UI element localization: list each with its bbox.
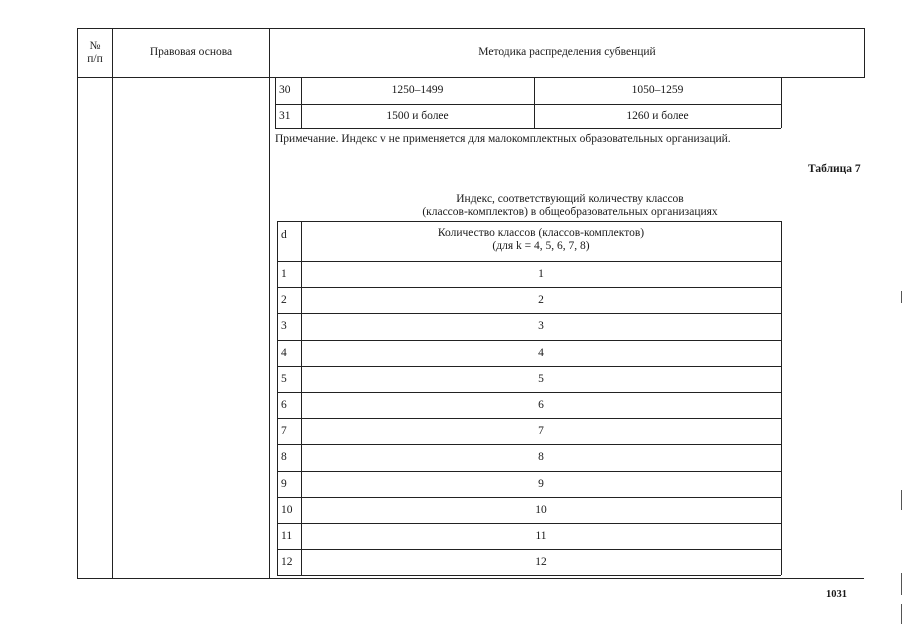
table7-row-border [277, 549, 781, 550]
table7-header-line2: (для k = 4, 5, 6, 7, 8) [492, 240, 590, 252]
table7-header-line1: Количество классов (классов-комплектов) [437, 227, 645, 239]
table7-cell-value: 4 [538, 347, 544, 359]
table-title-line2: (классов-комплектов) в общеобразовательных организациях [422, 206, 718, 218]
table7-row-border [277, 523, 781, 524]
table7-cell-d: 12 [281, 556, 293, 568]
upper-table-col-border [781, 78, 782, 128]
table7-cell-value: 6 [538, 399, 544, 411]
col2-divider [269, 28, 270, 578]
header-legal-basis: Правовая основа [149, 46, 233, 58]
table7-cell-d: 2 [281, 294, 287, 306]
upper-table-row-border [275, 128, 781, 129]
note: Примечание. Индекс v не применяется для малокомплектных образовательных организаций. [275, 133, 731, 145]
table7-cell-value: 8 [538, 451, 544, 463]
outer-bottom-border [77, 578, 864, 579]
table7-cell-value: 5 [538, 373, 544, 385]
table7-cell-d: 1 [281, 268, 287, 280]
table7-row-border [277, 575, 781, 576]
upper-table-cell-num: 31 [279, 110, 291, 122]
table7-col-border [781, 221, 782, 575]
table7-cell-value: 10 [535, 504, 547, 516]
table7-row-border [277, 340, 781, 341]
table7-row-border [277, 313, 781, 314]
table7-cell-d: 8 [281, 451, 287, 463]
header-num-label-line1: № [89, 40, 101, 52]
upper-table-cell-b: 1260 и более [626, 110, 689, 122]
table7-row-border [277, 392, 781, 393]
table7-row-border [277, 418, 781, 419]
table7-row-border [277, 366, 781, 367]
table7-cell-value: 2 [538, 294, 544, 306]
table7-row-border [277, 471, 781, 472]
upper-table-row-border [275, 104, 781, 105]
outer-left-border [77, 28, 78, 578]
table7-cell-value: 11 [535, 530, 547, 542]
header-num-label [78, 40, 112, 66]
scan-edge-mark [901, 573, 902, 595]
table7-header-classes [301, 227, 781, 253]
table7-row-border [277, 287, 781, 288]
table-title-line1: Индекс, соответствующий количеству классов [456, 193, 684, 205]
table7-cell-value: 9 [538, 478, 544, 490]
table7-header-border [277, 261, 781, 262]
table7-cell-value: 1 [538, 268, 544, 280]
header-method: Методика распределения субвенций [478, 46, 656, 58]
table7-header-d: d [281, 229, 287, 241]
upper-table-cell-num: 30 [279, 84, 291, 96]
upper-table-cell-b: 1050–1259 [631, 84, 684, 96]
upper-table-cell-a: 1500 и более [386, 110, 449, 122]
table7-cell-d: 9 [281, 478, 287, 490]
table7-cell-d: 5 [281, 373, 287, 385]
table7-cell-value: 7 [538, 425, 544, 437]
scan-edge-mark [901, 490, 902, 510]
table7-cell-d: 6 [281, 399, 287, 411]
table7-row-border [277, 497, 781, 498]
table7-cell-d: 11 [281, 530, 293, 542]
table7-cell-d: 10 [281, 504, 293, 516]
page-number: 1031 [826, 589, 847, 600]
scan-edge-mark [901, 291, 902, 303]
table-title [300, 193, 840, 219]
table7-top-border [277, 221, 781, 222]
table7-cell-d: 4 [281, 347, 287, 359]
scan-edge-mark [901, 604, 902, 624]
outer-header-bottom-border [77, 77, 864, 78]
table7-row-border [277, 444, 781, 445]
upper-table-col-border [275, 78, 276, 128]
table7-cell-d: 7 [281, 425, 287, 437]
upper-table-cell-a: 1250–1499 [391, 84, 444, 96]
table7-cell-value: 3 [538, 320, 544, 332]
table-label: Таблица 7 [808, 163, 861, 175]
table7-cell-d: 3 [281, 320, 287, 332]
col1-divider [112, 28, 113, 578]
outer-top-border [77, 28, 864, 29]
outer-right-border [864, 28, 865, 78]
header-num-label-line2: п/п [87, 53, 103, 65]
table7-cell-value: 12 [535, 556, 547, 568]
